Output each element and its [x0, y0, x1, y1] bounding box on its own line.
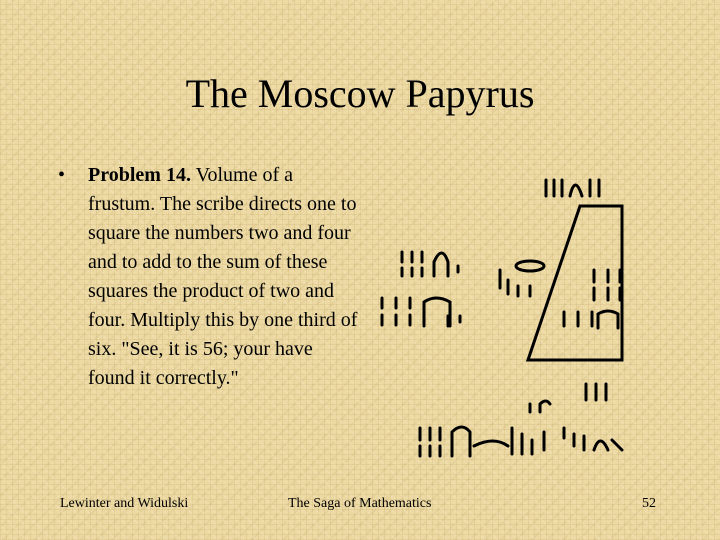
glyphs-top [546, 180, 599, 196]
page-number: 52 [642, 496, 656, 511]
glyphs-left-2 [382, 298, 460, 326]
hieroglyph-figure [368, 170, 658, 470]
problem-description: Volume of a frustum. The scribe directs one to square the numbers two and four and to add to the sum of these squares the product of two and four. Multiply this by one third of six. "See, it is 56; your have found it correctly." [88, 164, 358, 389]
glyphs-right [564, 270, 620, 328]
problem-heading: Problem 14. [88, 164, 191, 186]
footer-book-title: The Saga of Mathematics [288, 496, 432, 511]
page-title: The Moscow Papyrus [185, 71, 535, 116]
bullet-marker: • [58, 164, 66, 186]
footer-author: Lewinter and Widulski [60, 496, 189, 511]
glyphs-bottom-1 [530, 384, 606, 412]
bullet-text [88, 161, 358, 393]
glyphs-left-1 [402, 252, 458, 276]
glyphs-mid [500, 261, 544, 296]
glyphs-bottom-2 [420, 427, 622, 456]
